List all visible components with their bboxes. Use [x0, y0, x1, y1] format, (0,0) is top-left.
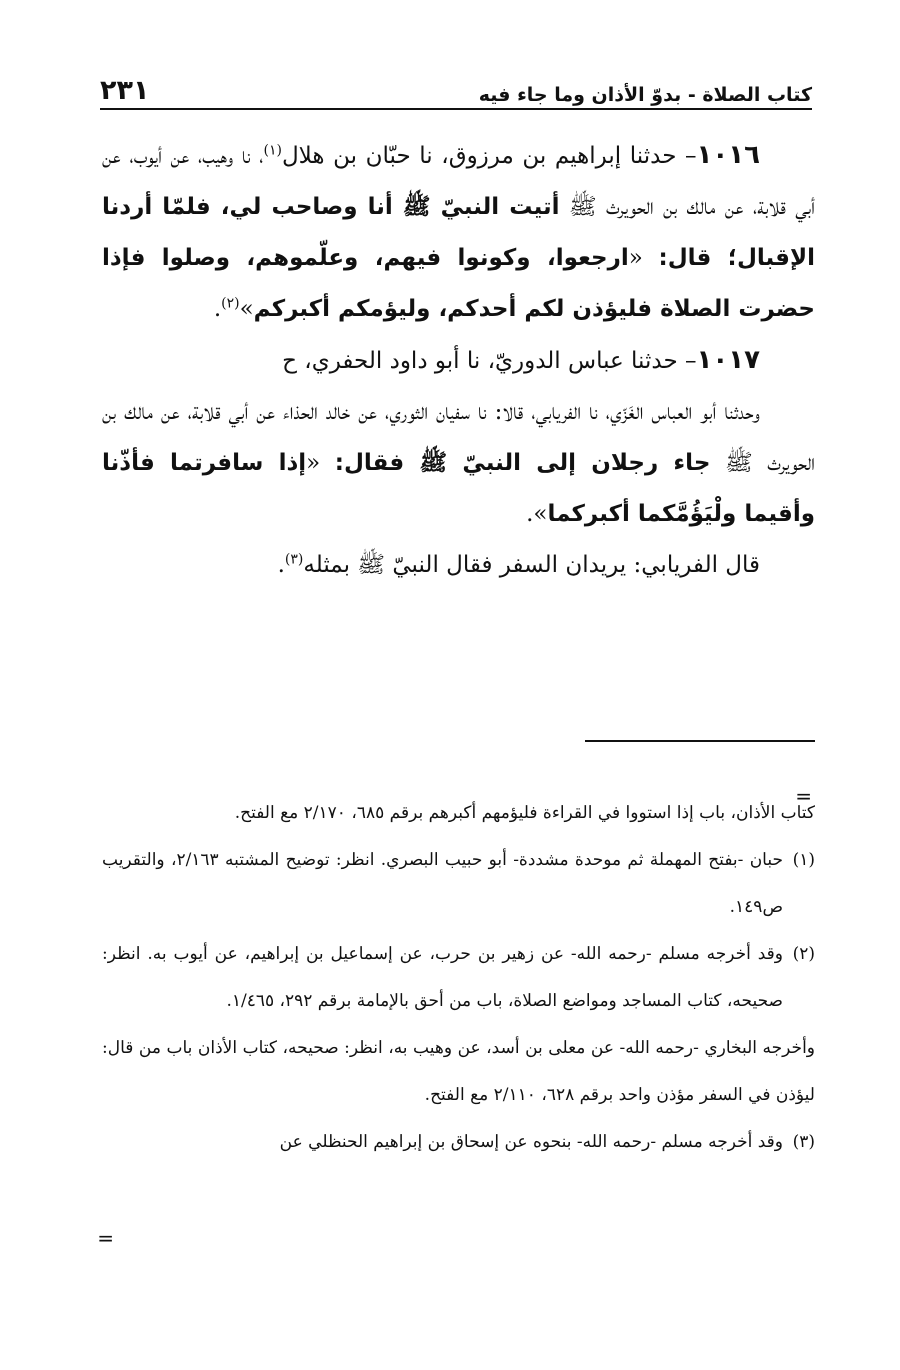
hadith-text: وحدثنا أبو العباس الغَزّي، نا الفريابي، قالا: نا سفيان الثوري، عن خالد الحذاء عن أبي قلابة، عن مالك بن الحويرث ﷺ	[102, 399, 816, 476]
footnote-1	[102, 837, 815, 931]
hadith-1016	[102, 130, 815, 335]
hadith-text: – حدثنا إبراهيم بن مرزوق، نا حبّان بن هلال	[281, 143, 697, 169]
footnote-3	[102, 1119, 815, 1166]
hadith-1017-comment	[102, 540, 815, 591]
hadith-text: قال الفريابي: يريدان السفر فقال النبيّ ﷺ بمثله	[303, 552, 760, 578]
footnote-2	[102, 931, 815, 1025]
quote-mark: «	[306, 450, 335, 476]
footnote-2-continued: وأخرجه البخاري -رحمه الله- عن معلى بن أسد، عن وهيب به، انظر: صحيحه، كتاب الأذان باب من قال: ليؤذن في السفر مؤذن واحد برقم ٦٢٨، ٢/١١٠ مع الفتح.	[102, 1038, 815, 1105]
continued-mark: =	[97, 1226, 114, 1250]
hadith-1017-chain	[102, 387, 815, 540]
footnote-marker: (١)	[792, 850, 815, 870]
hadith-end: .	[277, 552, 285, 578]
hadith-text: – حدثنا عباس الدوريّ، نا أبو داود الحفري، ح	[282, 348, 697, 374]
footnote-ref-2: (٢)	[221, 295, 240, 312]
hadith-matn: إذا سافرتما فأذّنا وأقيما ولْيَؤُمَّكما أكبركما	[102, 450, 815, 527]
footnote-marker: (٣)	[792, 1132, 815, 1152]
footnote-ref-3: (٣)	[284, 551, 304, 568]
page-header	[100, 66, 812, 110]
footnote-text: وقد أخرجه مسلم -رحمه الله- عن زهير بن حرب، عن إسماعيل بن إبراهيم، عن أيوب به. انظر: صحيحه، كتاب المساجد ومواضع الصلاة، باب من أحق بالإمامة برقم ٢٩٢، ١/٤٦٥.	[102, 944, 783, 1011]
hadith-number: ١٠١٧	[696, 345, 760, 375]
main-text	[102, 130, 815, 591]
running-title: كتاب الصلاة - بدوّ الأذان وما جاء فيه	[478, 84, 812, 106]
hadith-matn: جاء رجلان إلى النبيّ ﷺ فقال:	[334, 450, 711, 476]
hadith-matn: أتيت النبيّ ﷺ أنا وصاحب لي، فلمّا أردنا الإقبال؛ قال:	[102, 194, 815, 271]
quote-mark: «	[628, 245, 659, 271]
quote-mark: »	[239, 296, 254, 322]
footnote-separator	[585, 740, 815, 742]
hadith-matn: ارجعوا، وكونوا فيهم، وعلّموهم، وصلوا فإذا حضرت الصلاة فليؤذن لكم أحدكم، وليؤمكم أكبركم	[102, 245, 815, 322]
hadith-end: .	[213, 296, 222, 322]
footnote-marker: (٢)	[792, 944, 815, 964]
footnotes	[102, 790, 815, 1166]
footnote-text: حبان -بفتح المهملة ثم موحدة مشددة- أبو حبيب البصري. انظر: توضيح المشتبه ٢/١٦٣، والتقريب ص١٤٩.	[102, 850, 783, 917]
footnote-ref-1: (١)	[263, 142, 282, 159]
hadith-number: ١٠١٦	[696, 140, 761, 170]
footnote-carryover: كتاب الأذان، باب إذا استووا في القراءة فليؤمهم أكبرهم برقم ٦٨٥، ٢/١٧٠ مع الفتح.	[234, 803, 815, 823]
quote-mark: ».	[526, 501, 548, 527]
hadith-text: ، نا وهيب، عن أيوب، عن أبي قلابة، عن مالك بن الحويرث ﷺ	[102, 143, 815, 220]
hadith-1017	[102, 335, 815, 387]
footnote-text: وقد أخرجه مسلم -رحمه الله- بنحوه عن إسحاق بن إبراهيم الحنظلي عن	[279, 1132, 783, 1152]
page-number: ٢٣١	[100, 75, 150, 106]
continuation-mark: =	[795, 784, 812, 808]
